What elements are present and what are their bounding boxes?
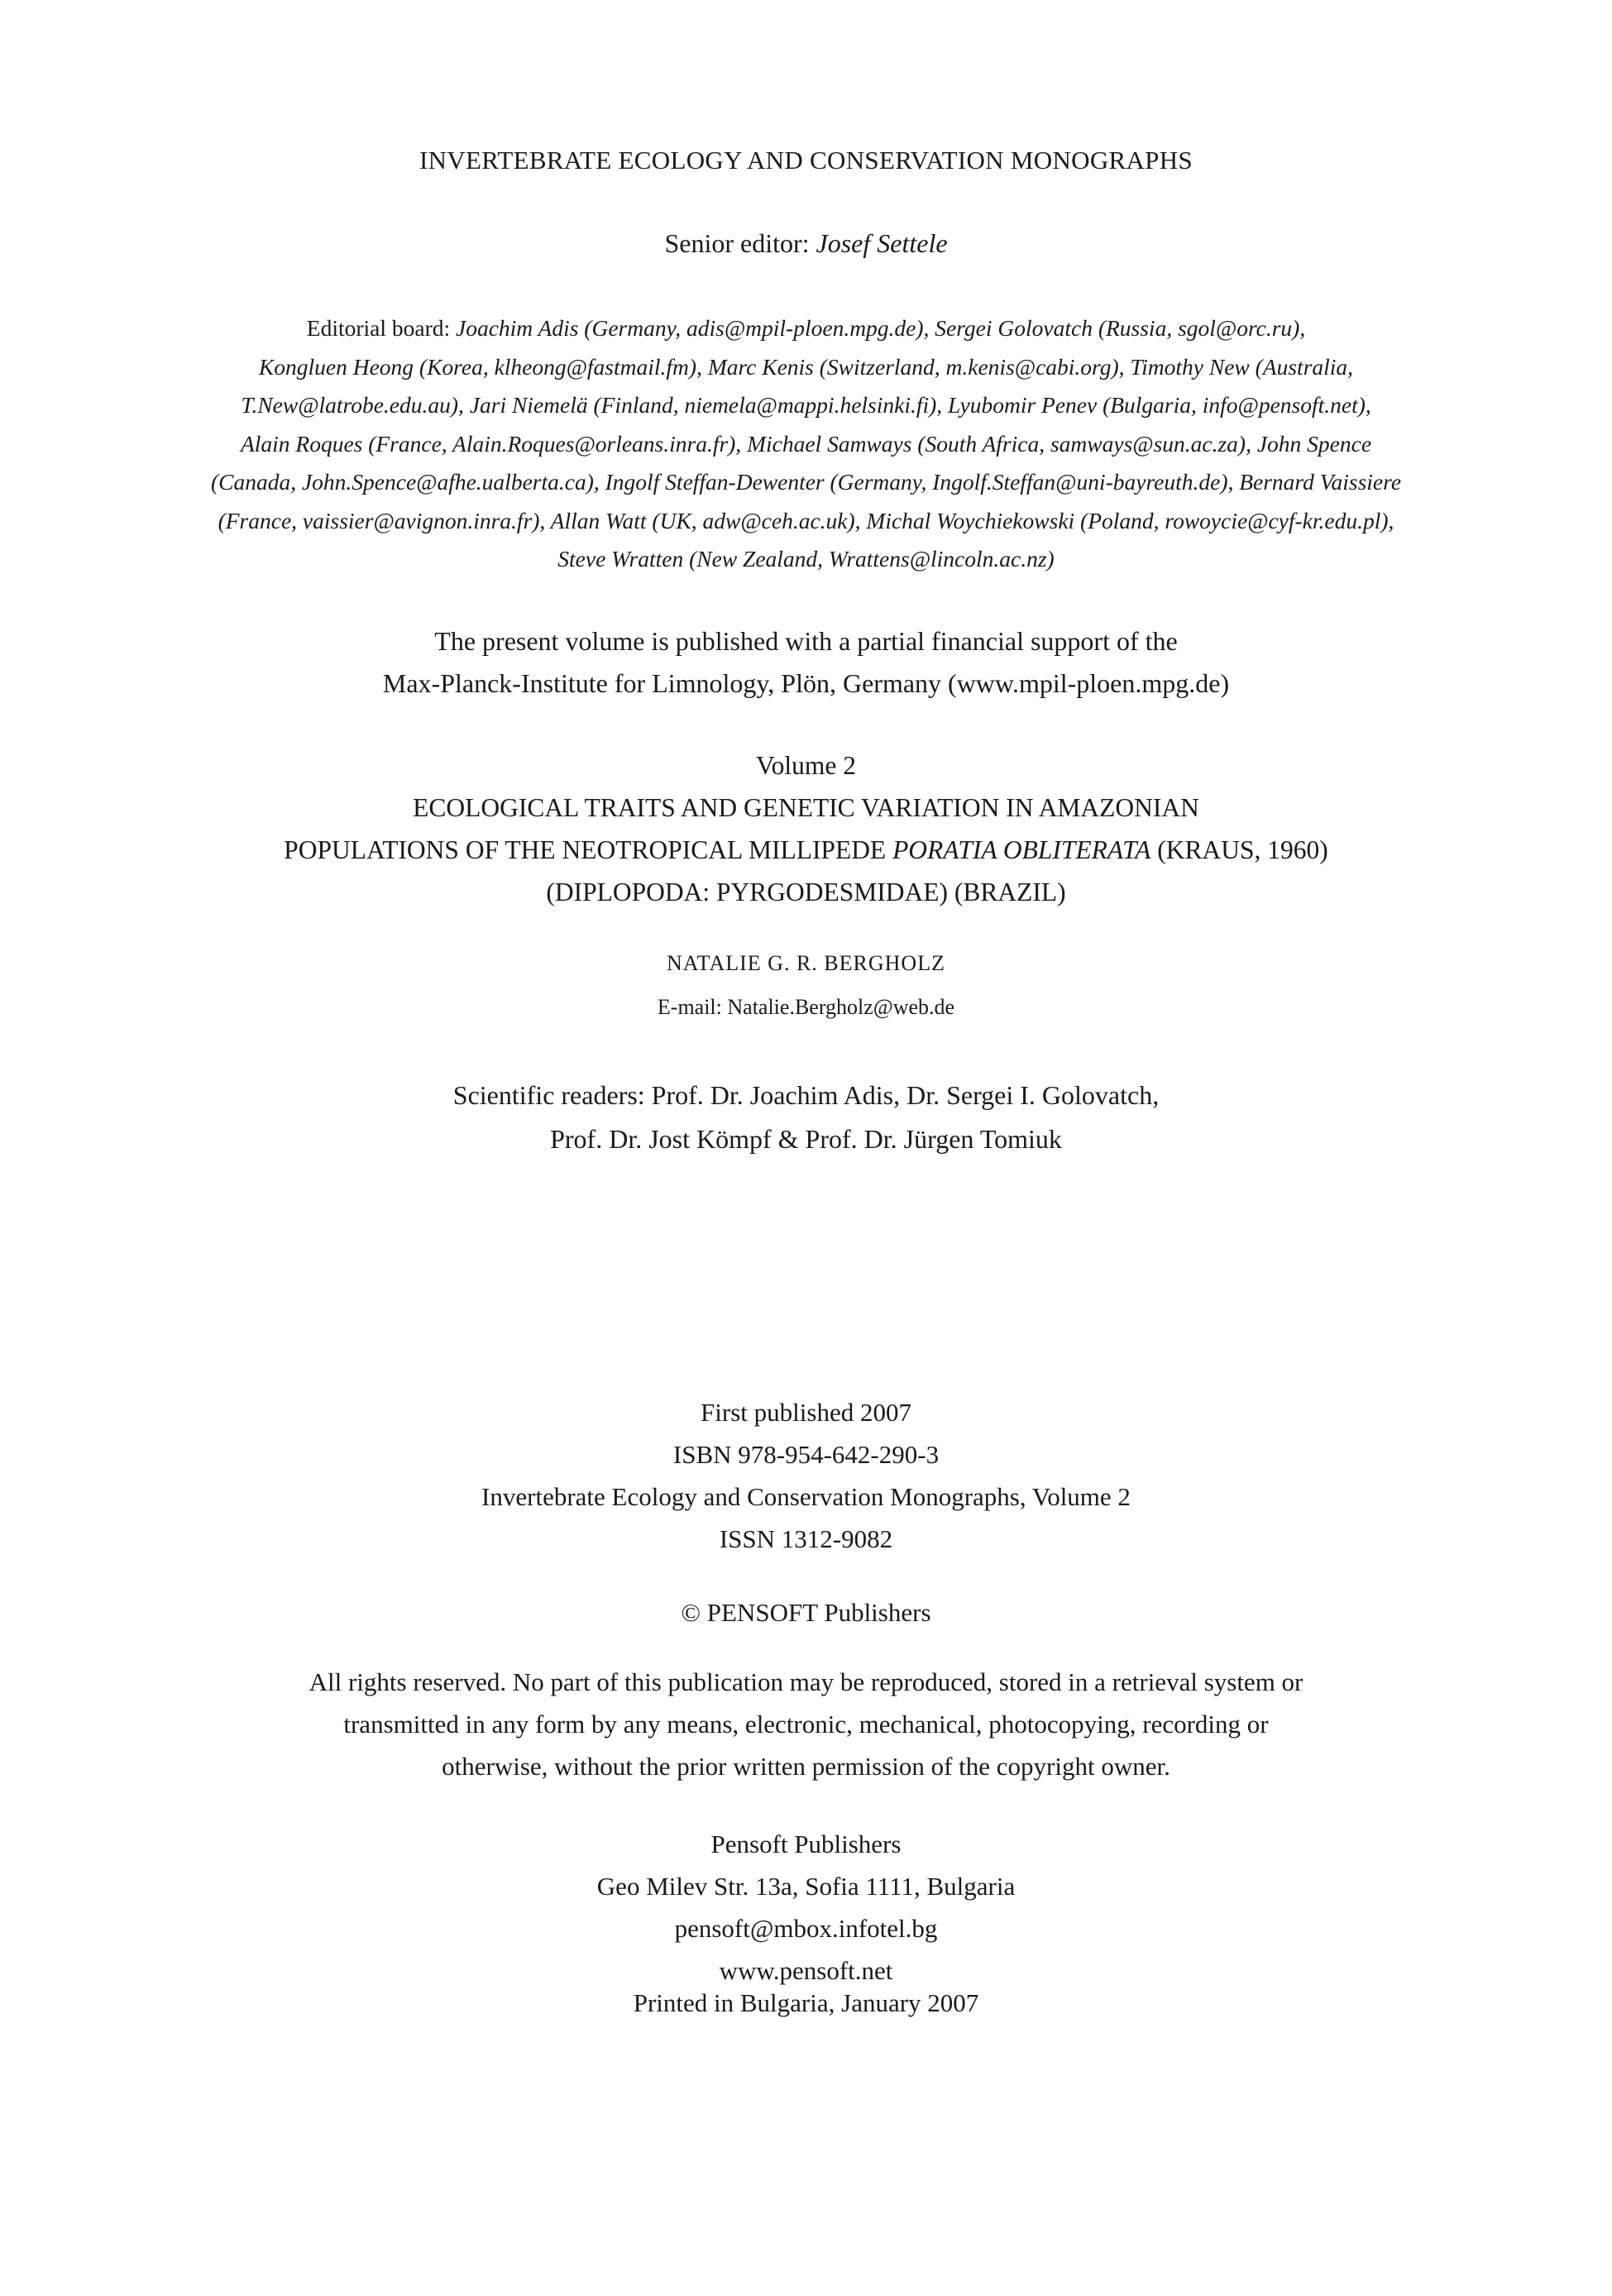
editorial-board-line: Joachim Adis (Germany, adis@mpil-ploen.mpg.de), Sergei Golovatch (Russia, sgol@orc.ru),: [456, 315, 1306, 341]
senior-editor-name: Josef Settele: [816, 228, 948, 258]
series-title-text: INVERTEBRATE ECOLOGY AND CONSERVATION MONOGRAPHS: [419, 146, 1193, 175]
editorial-board-line: (Canada, John.Spence@afhe.ualberta.ca), Ingolf Steffan-Dewenter (Germany, Ingolf.Steffan@uni-bayreuth.de), Bernard Vaissiere: [210, 469, 1402, 495]
series-volume: Invertebrate Ecology and Conservation Monographs, Volume 2: [481, 1482, 1131, 1511]
volume-title: [0, 744, 1612, 913]
editorial-board-line: (France, vaissier@avignon.inra.fr), Allan Watt (UK, adw@ceh.ac.uk), Michal Woychiekowski (Poland, rowoycie@cyf-kr.edu.pl),: [218, 507, 1394, 533]
species-name: PORATIA OBLITERATA: [892, 835, 1151, 864]
editorial-board-label: Editorial board:: [306, 315, 451, 341]
rights-line: otherwise, without the prior written permission of the copyright owner.: [442, 1752, 1170, 1781]
senior-editor-label: Senior editor:: [664, 228, 810, 258]
series-title: [0, 146, 1612, 175]
printed-note: Printed in Bulgaria, January 2007: [633, 1988, 979, 2017]
first-published: First published 2007: [701, 1398, 911, 1427]
publisher-website: www.pensoft.net: [719, 1956, 893, 1985]
isbn: ISBN 978-954-642-290-3: [672, 1440, 940, 1469]
title-line: POPULATIONS OF THE NEOTROPICAL MILLIPEDE PORATIA OBLITERATA (KRAUS, 1960): [284, 835, 1328, 864]
financial-support-note: [0, 620, 1612, 705]
author-email: E-mail: Natalie.Bergholz@web.de: [657, 995, 955, 1019]
title-line: (DIPLOPODA: PYRGODESMIDAE) (BRAZIL): [546, 878, 1066, 906]
volume-number: Volume 2: [755, 751, 857, 780]
publisher-name: Pensoft Publishers: [710, 1830, 902, 1858]
rights-line: transmitted in any form by any means, electronic, mechanical, photocopying, recording or: [343, 1710, 1269, 1739]
publisher-street: Geo Milev Str. 13a, Sofia 1111, Bulgaria: [596, 1872, 1016, 1901]
editorial-board-line: Alain Roques (France, Alain.Roques@orleans.inra.fr), Michael Samways (South Africa, samways@sun.ac.za), John Spence: [240, 430, 1372, 457]
copyright-notice: © PENSOFT Publishers: [681, 1598, 931, 1627]
rights-statement: [0, 1661, 1612, 1787]
publisher-email: pensoft@mbox.infotel.bg: [674, 1914, 938, 1943]
editorial-board-line: Kongluen Heong (Korea, klheong@fastmail.fm), Marc Kenis (Switzerland, m.kenis@cabi.org), Timothy New (Australia,: [258, 353, 1354, 380]
issn: ISSN 1312-9082: [719, 1524, 893, 1553]
readers-line: Prof. Dr. Jost Kömpf & Prof. Dr. Jürgen Tomiuk: [550, 1124, 1062, 1154]
support-line: Max-Planck-Institute for Limnology, Plön, Germany (www.mpil-ploen.mpg.de): [382, 668, 1230, 698]
editorial-board-line: T.New@latrobe.edu.au), Jari Niemelä (Finland, niemela@mappi.helsinki.fi), Lyubomir Penev (Bulgaria, info@pensoft.net),: [241, 392, 1371, 418]
scientific-readers: [0, 1074, 1612, 1161]
senior-editor: [0, 228, 1612, 259]
publisher-address: [0, 1823, 1612, 1992]
support-line: The present volume is published with a partial financial support of the: [434, 626, 1178, 656]
publication-info: [0, 1391, 1612, 1560]
editorial-board: [0, 309, 1612, 579]
readers-line: Scientific readers: Prof. Dr. Joachim Adis, Dr. Sergei I. Golovatch,: [452, 1080, 1160, 1110]
title-line: ECOLOGICAL TRAITS AND GENETIC VARIATION IN AMAZONIAN: [413, 793, 1199, 822]
author-name: NATALIE G. R. BERGHOLZ: [667, 951, 945, 975]
rights-line: All rights reserved. No part of this publication may be reproduced, stored in a retrieval system or: [309, 1667, 1303, 1696]
editorial-board-line: Steve Wratten (New Zealand, Wrattens@lincoln.ac.nz): [557, 546, 1055, 572]
